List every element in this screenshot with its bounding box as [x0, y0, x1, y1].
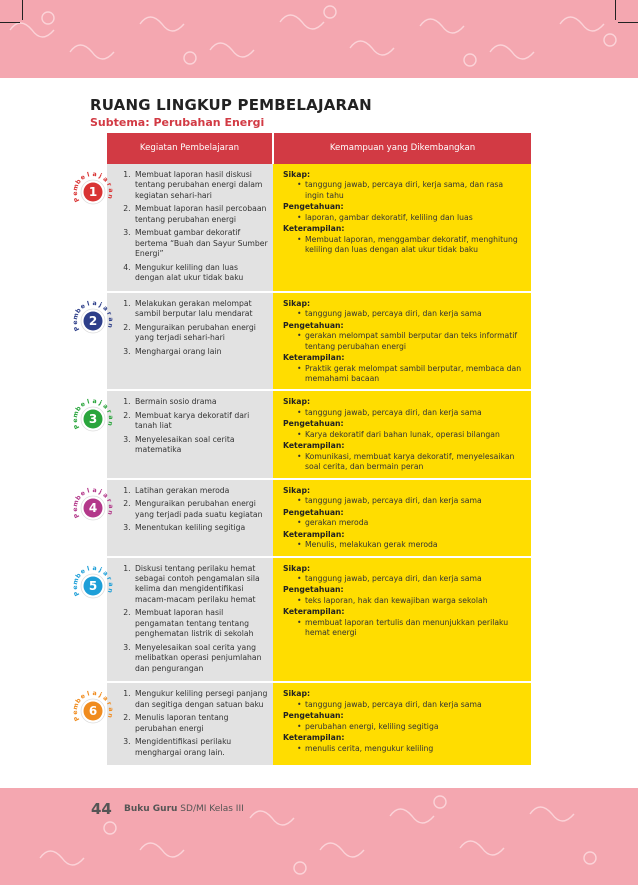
- knowledge-list: [283, 596, 523, 606]
- skills-heading: Keterampilan:: [283, 353, 345, 363]
- activity-item: 2. Membuat laporan hasil percobaan tentang perubahan energi: [133, 204, 269, 225]
- attitude-heading: Sikap:: [283, 170, 311, 179]
- skills-heading: Keterampilan:: [283, 224, 345, 234]
- lesson-badge: [67, 480, 115, 536]
- activity-item: 2. Membuat laporan hasil pengamatan tentang tentang penghematan listrik di sekolah: [133, 608, 269, 639]
- attitude-item: • tanggung jawab, percaya diri, dan kerja sama: [297, 408, 523, 418]
- knowledge-item: • gerakan meroda: [297, 518, 523, 528]
- capabilities-cell: [273, 390, 531, 478]
- book-name-bold: Buku Guru: [124, 804, 178, 814]
- activity-item: 3. Menyelesaikan soal cerita yang melibatkan operasi penjumlahan dan pengurangan: [133, 643, 269, 674]
- activities-cell: [107, 479, 273, 557]
- activities-list: [107, 391, 273, 462]
- lesson-badge-graphic: [67, 558, 115, 614]
- activity-item: 1. Bermain sosio drama: [133, 397, 269, 407]
- knowledge-item: • Karya dekoratif dari bahan lunak, operasi bilangan: [297, 430, 523, 440]
- lesson-badge: [67, 293, 115, 349]
- attitude-list: [283, 180, 523, 201]
- activity-item: 2. Menguraikan perubahan energi yang terjadi sehari-hari: [133, 323, 269, 344]
- table-row: [67, 292, 531, 391]
- knowledge-list: [283, 331, 523, 352]
- skills-heading: Keterampilan:: [283, 733, 345, 743]
- badge-letter: j: [97, 566, 103, 574]
- badge-letter: j: [97, 301, 103, 309]
- badge-letter: r: [105, 409, 113, 415]
- lesson-badge-graphic: [67, 391, 115, 447]
- badge-letter: a: [106, 316, 115, 322]
- activity-item: 3. Membuat gambar dekoratif bertema “Buah dan Sayur Sumber Energi”: [133, 228, 269, 259]
- capabilities-cell: [273, 292, 531, 391]
- badge-letter: j: [97, 488, 103, 496]
- activity-item: 2. Membuat karya dekoratif dari tanah liat: [133, 411, 269, 432]
- attitude-item: • tanggung jawab, percaya diri, kerja sama, dan rasa ingin tahu: [297, 180, 523, 201]
- attitude-list: [283, 496, 523, 506]
- badge-letter: l: [86, 487, 91, 495]
- badge-letter: P: [73, 715, 82, 723]
- attitude-heading: Sikap:: [283, 563, 311, 573]
- badge-letter: m: [71, 576, 81, 585]
- badge-letter: b: [74, 306, 83, 315]
- attitude-list: [283, 408, 523, 418]
- activities-list: [107, 558, 273, 682]
- skills-list: [283, 744, 523, 754]
- attitude-item: • tanggung jawab, percaya diri, dan kerja sama: [297, 496, 523, 506]
- badge-letter: l: [86, 690, 91, 698]
- skills-list: [283, 618, 523, 639]
- badge-letter: n: [105, 193, 114, 200]
- book-name-rest: SD/MI Kelas III: [177, 804, 244, 814]
- crop-mark: [22, 0, 23, 20]
- badge-cell: [67, 682, 115, 766]
- skills-heading: Keterampilan:: [283, 529, 345, 539]
- attitude-heading: Sikap:: [283, 485, 311, 495]
- badge-letter: a: [92, 299, 97, 307]
- badge-letter: a: [101, 694, 110, 703]
- badge-letter: l: [86, 398, 91, 407]
- activity-item: 3. Menentukan keliling segitiga: [133, 523, 269, 533]
- badge-letter: m: [71, 183, 81, 192]
- badge-letter: j: [97, 691, 103, 699]
- badge-letter: n: [105, 420, 114, 428]
- knowledge-list: [283, 213, 523, 223]
- badge-letter: e: [71, 506, 80, 512]
- badge-letter: e: [71, 319, 80, 325]
- skills-list: [283, 540, 523, 550]
- capabilities-content: [273, 558, 531, 644]
- capabilities-content: [273, 683, 531, 759]
- activity-item: 3. Menyelesaikan soal cerita matematika: [133, 435, 269, 456]
- badge-letter: e: [79, 567, 87, 576]
- lesson-number: 6: [88, 704, 98, 719]
- lesson-badge-graphic: [67, 164, 115, 220]
- badge-letter: m: [71, 312, 81, 321]
- badge-letter: e: [71, 191, 80, 196]
- badge-letter: r: [105, 700, 113, 707]
- badge-letter: l: [86, 300, 91, 308]
- badge-letter: a: [106, 503, 115, 509]
- badge-letter: P: [73, 195, 82, 203]
- badge-letter: a: [101, 491, 110, 500]
- page-subtitle: Subtema: Perubahan Energi: [90, 116, 265, 129]
- badge-letter: r: [105, 497, 113, 504]
- table-row: [67, 479, 531, 557]
- badge-letter: j: [97, 399, 103, 408]
- top-decorative-band: [0, 0, 638, 78]
- badge-letter: l: [86, 171, 91, 179]
- badge-letter: b: [74, 571, 83, 580]
- cloud-pattern-top: [0, 0, 638, 78]
- activity-item: 2. Menguraikan perubahan energi yang terjadi pada suatu kegiatan: [133, 499, 269, 520]
- badge-cell: [67, 557, 115, 683]
- badge-letter: m: [71, 410, 81, 419]
- skills-item: • membuat laporan tertulis dan menunjukkan perilaku hemat energi: [297, 618, 523, 639]
- badge-letter: l: [86, 564, 91, 573]
- badge-letter: P: [73, 589, 82, 597]
- skills-list: [283, 364, 523, 385]
- badge-letter: e: [71, 710, 80, 716]
- badge-letter: a: [101, 569, 110, 578]
- badge-letter: r: [105, 310, 113, 317]
- activity-item: 1. Diskusi tentang perilaku hemat sebagai contoh pengamalan sila kelima dan mengidentifikasi macam-macam perilaku hemat: [133, 564, 269, 606]
- table-body: [67, 164, 531, 766]
- skills-item: • Membuat laporan, menggambar dekoratif, menghitung keliling dan luas dengan alat ukur tidak baku: [297, 235, 523, 256]
- knowledge-heading: Pengetahuan:: [283, 320, 344, 330]
- badge-letter: a: [92, 690, 97, 698]
- badge-letter: a: [92, 398, 97, 406]
- knowledge-heading: Pengetahuan:: [283, 585, 344, 595]
- activity-item: 1. Latihan gerakan meroda: [133, 486, 269, 496]
- page-number: 44: [91, 800, 112, 818]
- badge-letter: r: [105, 575, 113, 582]
- lesson-badge-graphic: [67, 480, 115, 536]
- badge-letter: P: [73, 324, 82, 332]
- capabilities-cell: [273, 164, 531, 292]
- badge-letter: a: [106, 707, 115, 713]
- table-header-row: [67, 133, 531, 164]
- badge-letter: b: [74, 493, 83, 502]
- badge-letter: e: [71, 584, 80, 590]
- badge-letter: e: [79, 489, 87, 498]
- badge-letter: m: [71, 499, 81, 508]
- attitude-item: • tanggung jawab, percaya diri, dan kerja sama: [297, 309, 523, 319]
- skills-item: • Menulis, melakukan gerak meroda: [297, 540, 523, 550]
- attitude-list: [283, 574, 523, 584]
- lesson-number: 5: [88, 578, 98, 593]
- activity-item: 3. Mengidentifikasi perilaku menghargai orang lain.: [133, 737, 269, 758]
- book-name: [124, 804, 244, 814]
- lesson-badge: [67, 391, 115, 447]
- attitude-heading: Sikap:: [283, 397, 311, 407]
- knowledge-item: • teks laporan, hak dan kewajiban warga sekolah: [297, 596, 523, 606]
- lesson-badge: [67, 683, 115, 739]
- column-header-capabilities: Kemampuan yang Dikembangkan: [273, 133, 531, 164]
- capabilities-content: [273, 293, 531, 390]
- header-spacer: [67, 133, 107, 164]
- table-row: [67, 390, 531, 478]
- activity-item: 1. Mengukur keliling persegi panjang dan segitiga dengan satuan baku: [133, 689, 269, 710]
- skills-heading: Keterampilan:: [283, 607, 345, 617]
- capabilities-content: [273, 480, 531, 556]
- crop-mark: [0, 22, 20, 23]
- table-row: [67, 682, 531, 766]
- skills-item: • menulis cerita, mengukur keliling: [297, 744, 523, 754]
- badge-cell: [67, 479, 115, 557]
- skills-item: • Praktik gerak melompat sambil berputar, membaca dan memahami bacaan: [297, 364, 523, 385]
- table-row: [67, 557, 531, 683]
- activity-item: 2. Menulis laporan tentang perubahan energi: [133, 713, 269, 734]
- activities-cell: [107, 164, 273, 292]
- attitude-item: • tanggung jawab, percaya diri, dan kerja sama: [297, 700, 523, 710]
- badge-letter: a: [92, 486, 97, 494]
- badge-letter: a: [101, 304, 110, 313]
- badge-letter: e: [79, 401, 87, 410]
- badge-letter: e: [79, 173, 87, 182]
- knowledge-heading: Pengetahuan:: [283, 711, 344, 721]
- activities-list: [107, 480, 273, 541]
- badge-letter: n: [105, 712, 114, 719]
- badge-letter: a: [106, 415, 115, 421]
- activity-item: 1. Membuat laporan hasil diskusi tentang perubahan energi dalam kegiatan sehari-hari: [133, 170, 269, 201]
- capabilities-cell: [273, 557, 531, 683]
- skills-heading: Keterampilan:: [283, 441, 345, 451]
- badge-letter: n: [105, 322, 114, 329]
- lesson-number: 2: [88, 313, 98, 328]
- badge-letter: m: [71, 702, 81, 711]
- badge-letter: e: [79, 302, 87, 311]
- learning-scope-table: [67, 133, 531, 767]
- knowledge-list: [283, 430, 523, 440]
- knowledge-list: [283, 518, 523, 528]
- badge-letter: b: [74, 405, 83, 414]
- capabilities-content: [273, 164, 531, 261]
- activity-item: 1. Melakukan gerakan melompat sambil berputar lalu mendarat: [133, 299, 269, 320]
- badge-letter: j: [97, 172, 103, 180]
- knowledge-item: • laporan, gambar dekoratif, keliling dan luas: [297, 213, 523, 223]
- attitude-item: • tanggung jawab, percaya diri, dan kerja sama: [297, 574, 523, 584]
- badge-letter: a: [101, 175, 110, 184]
- attitude-list: [283, 309, 523, 319]
- knowledge-list: [283, 722, 523, 732]
- knowledge-item: • gerakan melompat sambil berputar dan teks informatif tentang perubahan energi: [297, 331, 523, 352]
- column-header-activities: Kegiatan Pembelajaran: [107, 133, 273, 164]
- badge-letter: b: [74, 697, 83, 706]
- activities-cell: [107, 292, 273, 391]
- activities-cell: [107, 557, 273, 683]
- badge-letter: a: [92, 564, 97, 572]
- badge-letter: b: [74, 178, 83, 186]
- knowledge-heading: Pengetahuan:: [283, 419, 344, 429]
- badge-letter: n: [105, 509, 114, 516]
- lesson-badge: [67, 558, 115, 614]
- activity-item: 4. Mengukur keliling dan luas dengan alat ukur tidak baku: [133, 263, 269, 284]
- capabilities-cell: [273, 479, 531, 557]
- lesson-badge-graphic: [67, 683, 115, 739]
- table-row: [67, 164, 531, 292]
- knowledge-heading: Pengetahuan:: [283, 202, 344, 212]
- skills-list: [283, 452, 523, 473]
- badge-letter: a: [106, 188, 115, 193]
- badge-letter: P: [73, 423, 82, 431]
- skills-item: • Komunikasi, membuat karya dekoratif, menyelesaikan soal cerita, dan bermain peran: [297, 452, 523, 473]
- activity-item: 3. Menghargai orang lain: [133, 347, 269, 357]
- capabilities-cell: [273, 682, 531, 766]
- crop-mark: [615, 0, 616, 20]
- activities-cell: [107, 390, 273, 478]
- crop-mark: [618, 22, 638, 23]
- attitude-heading: Sikap:: [283, 689, 311, 699]
- badge-cell: [67, 164, 115, 292]
- knowledge-item: • perubahan energi, keliling segitiga: [297, 722, 523, 732]
- badge-letter: n: [105, 587, 114, 594]
- capabilities-content: [273, 391, 531, 477]
- attitude-list: [283, 700, 523, 710]
- badge-letter: e: [79, 692, 87, 702]
- badge-letter: r: [105, 181, 113, 188]
- activities-list: [107, 293, 273, 364]
- knowledge-heading: Pengetahuan:: [283, 507, 344, 517]
- attitude-heading: Sikap:: [283, 298, 311, 308]
- lesson-number: 1: [88, 185, 98, 199]
- activities-cell: [107, 682, 273, 766]
- lesson-badge-graphic: [67, 293, 115, 349]
- badge-letter: a: [106, 581, 115, 587]
- skills-list: [283, 235, 523, 256]
- activities-list: [107, 683, 273, 765]
- page-title: RUANG LINGKUP PEMBELAJARAN: [90, 96, 372, 114]
- badge-letter: a: [101, 403, 110, 412]
- badge-letter: e: [71, 418, 80, 424]
- badge-letter: P: [73, 511, 82, 519]
- lesson-badge: [67, 164, 115, 220]
- badge-letter: a: [92, 170, 97, 179]
- activities-list: [107, 164, 273, 291]
- lesson-number: 4: [88, 500, 98, 515]
- badge-cell: [67, 390, 115, 478]
- lesson-number: 3: [88, 412, 98, 427]
- badge-cell: [67, 292, 115, 391]
